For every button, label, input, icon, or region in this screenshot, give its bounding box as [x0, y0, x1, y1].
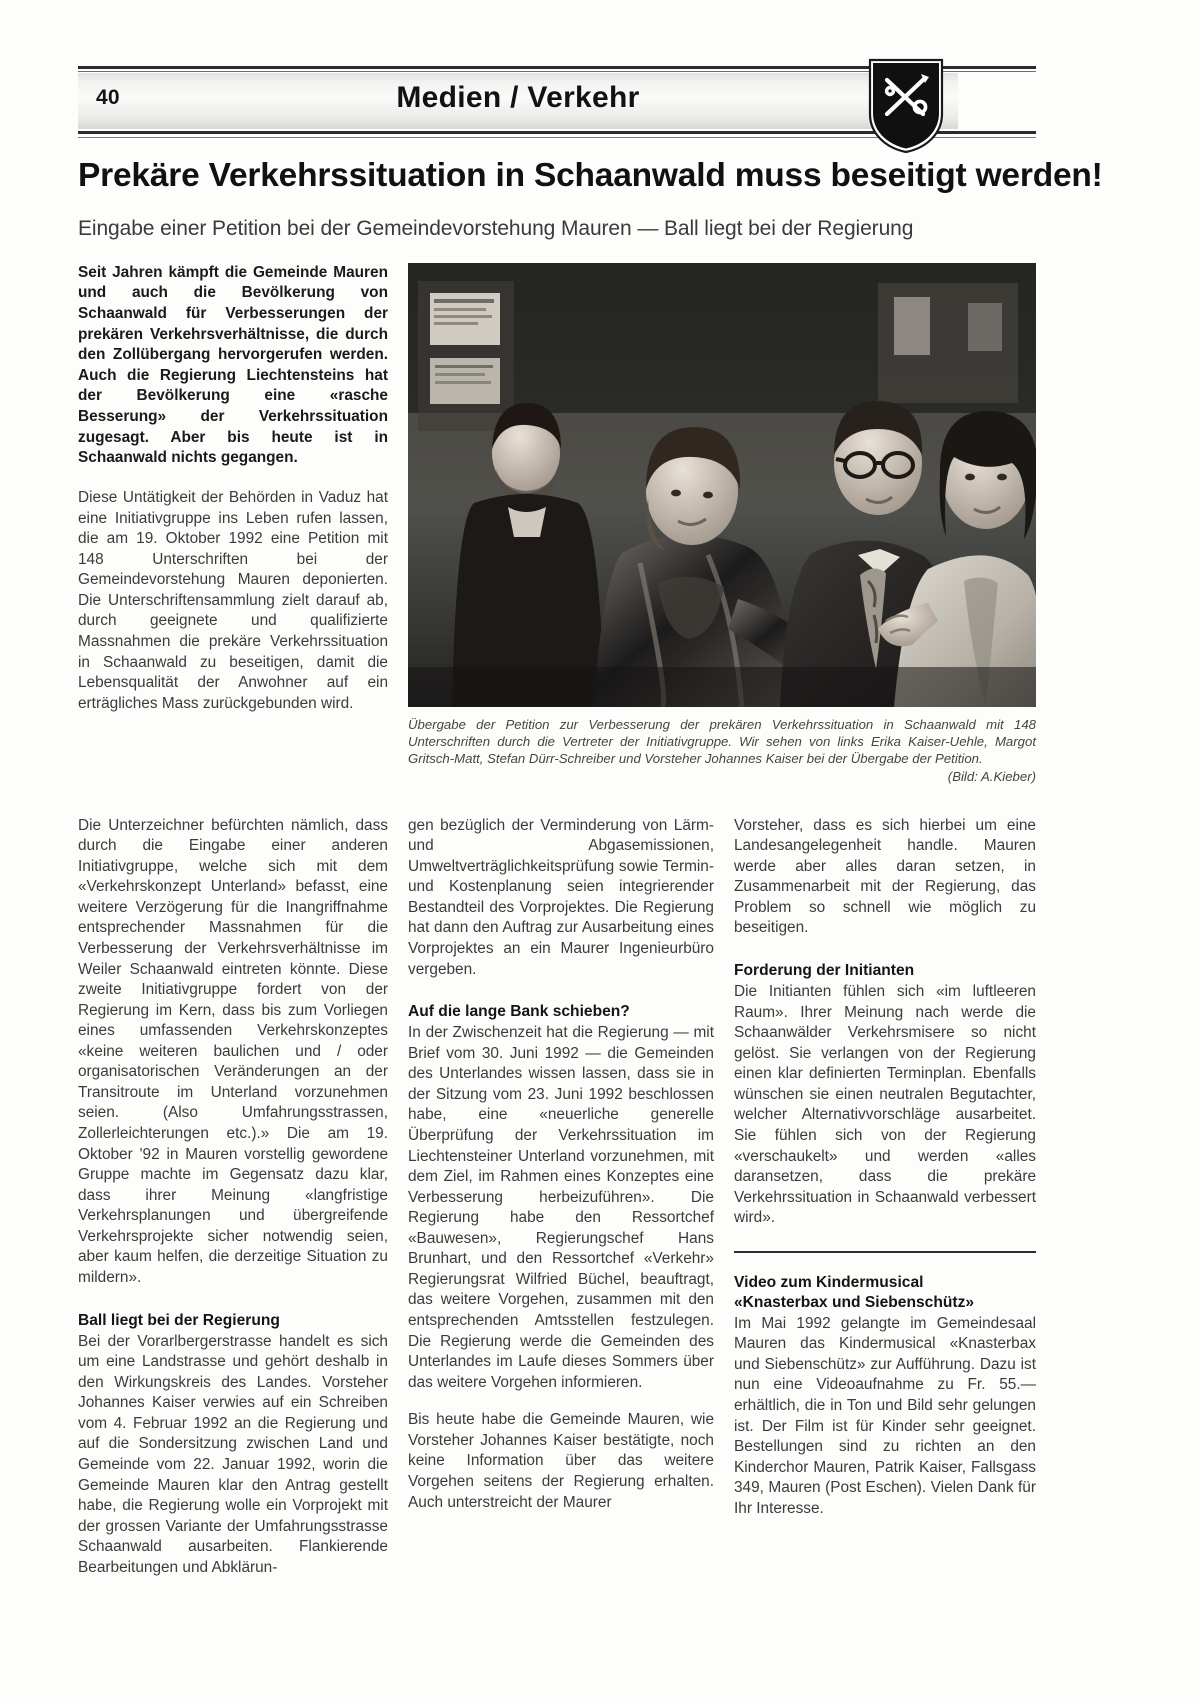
petition-handover-photo	[408, 263, 1036, 707]
col3-paragraph-2: Die Initianten fühlen sich «im luftleeren Raum». Ihrer Meinung nach werde die Schaanwälder Verkehrsmisere so nicht gelöst. Sie verlangen von der Regierung einen klar definierten Terminplan. Ebenfalls wünschen sie einen neutralen Begutachter, welcher Alternativvorschläge ausarbeitet. Sie fühlen sich von der Regierung «verschaukelt» und werden «alles daransetzen, dass die prekäre Verkehrssituation in Schaanwald verbessert wird».	[734, 983, 1036, 1227]
section-title: Medien / Verkehr	[396, 81, 640, 114]
photo-credit: (Bild: A.Kieber)	[947, 769, 1036, 785]
col1-paragraph-2: Die Unterzeichner befürchten nämlich, dass durch die Eingabe einer anderen Initiativgruppe, welche sich mit dem «Verkehrskonzept Unterland» befasst, eine weitere Verzögerung für die Inangriffnahme entsprechender Massnahmen für die Verbesserung der Verkehrsverhältnisse im Weiler Schaanwald eintreten könnte. Diese zweite Initiativgruppe fordert von der Regierung im Kern, dass bis zum Vorliegen eines umfassenden Verkehrskonzeptes «keine weiteren baulichen und / oder organisatorischen Veränderungen an der Transitroute im Unterland vorzunehmen seien. (Also Umfahrungsstrassen, Zollerleichterungen etc.).» Die am 19. Oktober '92 in Mauren vorstellig gewordene Gruppe machte im Gegensatz dazu klar, dass ihrer Meinung «langfristige Verkehrsplanungen und übergreifende Verkehrsprojekte sicher notwendig seien, aber kaum helfen, die derzeitige Situation zu mildern».	[78, 816, 388, 1286]
photo-caption-text: Übergabe der Petition zur Verbesserung der prekären Verkehrssituation in Schaanwald mit 148 Unterschriften durch die Vertreter der Initiativgruppe. Wir sehen von links Erika Kaiser-Uehle, Margot Gritsch-Matt, Stefan Dürr-Schreiber und Vorsteher Johannes Kaiser bei der Übergabe der Petition.	[408, 716, 1036, 766]
col2-paragraph-2: In der Zwischenzeit hat die Regierung — mit Brief vom 30. Juni 1992 — die Gemeinden des Unterlandes wissen lassen, dass sie in der Sitzung vom 23. Juni 1992 beschlossen habe, eine «neuerliche generelle Überprüfung der Verkehrssituation im Liechtensteiner Unterland vorzunehmen, mit dem Ziel, im Rahmen eines Konzeptes eine Verbesserung herbeizuführen». Die Regierung habe den Ressortchef «Bauwesen», Regierungschef Hans Brunhart, und den Ressortchef «Verkehr» Regierungsrat Wilfried Büchel, beauftragt, das weitere Vorgehen, zusammen mit den entsprechenden Amtsstellen festzulegen. Die Regierung werde die Gemeinden des Unterlandes im Laufe dieses Sommers über das weitere Vorgehen informieren.	[408, 1024, 714, 1391]
masthead-rule-top-hairline	[78, 71, 958, 72]
column-1	[78, 816, 388, 1579]
col1-paragraph-3: Bei der Vorarlbergerstrasse handelt es sich um eine Landstrasse und gehört deshalb in den Wirkungskreis des Landes. Vorsteher Johannes Kaiser verwies auf ein Schreiben vom 4. Februar 1992 an die Regierung und auf die Sondersitzung zwischen Land und Gemeinde vom 22. Januar 1992, worin die Gemeinde Mauren klar den Antrag gestellt habe, die Regierung wolle ein Vorprojekt mit der grossen Variante der Umfahrungsstrasse Schaanwald ausarbeiten. Flankierende Bearbeitungen und Abklärun-	[78, 1332, 388, 1576]
lead-paragraph: Seit Jahren kämpft die Gemeinde Mauren und auch die Bevölkerung von Schaanwald für Verbesserungen der prekären Verkehrsverhältnisse, die durch den Zollübergang hervorgerufen werden. Auch die Regierung Liechtensteins hat der Bevölkerung eine «rasche Besserung» der Verkehrssituation zugesagt. Aber bis heute ist in Schaanwald nichts gegangen.	[78, 263, 388, 467]
page-number: 40	[96, 86, 120, 109]
masthead-rule-bottom-hairline	[78, 137, 958, 138]
masthead-rule-top	[78, 66, 958, 69]
masthead-rule-top-right	[958, 66, 1036, 69]
masthead-rule-bottom	[78, 131, 958, 134]
page-content	[78, 60, 1103, 1578]
col1-paragraph-1: Diese Untätigkeit der Behörden in Vaduz hat eine Initiativgruppe ins Leben rufen lassen, die am 19. Oktober 1992 eine Petition mit 148 Unterschriften bei der Gemeindevorstehung Mauren deponierten. Die Unterschriftensammlung zielt darauf ab, durch geeignete und qualifizierte Massnahmen die prekäre Verkehrssituation in Schaanwald zu beseitigen, damit die Lebensqualität der Anwohner auf ein erträgliches Mass zurückgebunden wird.	[78, 489, 388, 712]
masthead-rule-top-right-hairline	[958, 71, 1036, 72]
col3-paragraph-1: Vorsteher, dass es sich hierbei um eine Landesangelegenheit handle. Mauren werde aber alles daran setzen, in Zusammenarbeit mit der Regierung, das Problem so schnell wie möglich zu beseitigen.	[734, 816, 1036, 937]
column-3	[734, 816, 1036, 1579]
column-2	[408, 816, 714, 1579]
column-divider-rule	[734, 1251, 1036, 1253]
masthead-rule-bottom-right-hairline	[958, 137, 1036, 138]
article-subhead: Eingabe einer Petition bei der Gemeindevorstehung Mauren — Ball liegt bei der Regierung	[78, 216, 914, 240]
photo-block	[408, 263, 1036, 786]
lower-columns	[78, 816, 1036, 1579]
mauren-coat-of-arms-icon	[868, 58, 944, 154]
masthead-rule-bottom-right	[958, 131, 1036, 134]
masthead	[78, 60, 1036, 144]
col3-paragraph-3: Im Mai 1992 gelangte im Gemeindesaal Mauren das Kindermusical «Knasterbax und Siebenschütz» zur Aufführung. Dazu ist nun eine Videoaufnahme zu Fr. 55.— erhältlich, die in Ton und Bild sehr gelungen ist. Der Film ist für Kinder sehr geeignet. Bestellungen sind zu richten an den Kinderchor Mauren, Patrik Kaiser, Fallsgass 349, Mauren (Post Eschen). Vielen Dank für Ihr Interesse.	[734, 1314, 1036, 1517]
col2-paragraph-1: gen bezüglich der Verminderung von Lärm- und Abgasemissionen, Umweltverträglichkeitsprüfung sowie Termin- und Kostenplanung seien integrierender Bestandteil des Vorprojektes. Die Regierung hat dann den Auftrag zur Ausarbeitung eines Vorprojektes an ein Maurer Ingenieurbüro vergeben.	[408, 816, 714, 978]
col2-paragraph-3: Bis heute habe die Gemeinde Mauren, wie Vorsteher Johannes Kaiser bestätigte, noch keine Information über das weitere Vorgehen seitens der Regierung erhalten. Auch unterstreicht der Maurer	[408, 1411, 714, 1511]
photo-caption	[408, 716, 1036, 786]
col3-subheading-1: Forderung der Initianten	[734, 961, 915, 979]
col1-subheading-1: Ball liegt bei der Regierung	[78, 1311, 280, 1329]
col3-subheading-2-line1: Video zum Kindermusical	[734, 1273, 924, 1291]
col3-subheading-2-line2: «Knasterbax und Siebenschütz»	[734, 1293, 975, 1311]
top-area	[78, 263, 1036, 808]
col2-subheading-1: Auf die lange Bank schieben?	[408, 1003, 630, 1021]
lead-column	[78, 263, 388, 715]
article-headline: Prekäre Verkehrssituation in Schaanwald muss beseitigt werden!	[78, 157, 1103, 194]
